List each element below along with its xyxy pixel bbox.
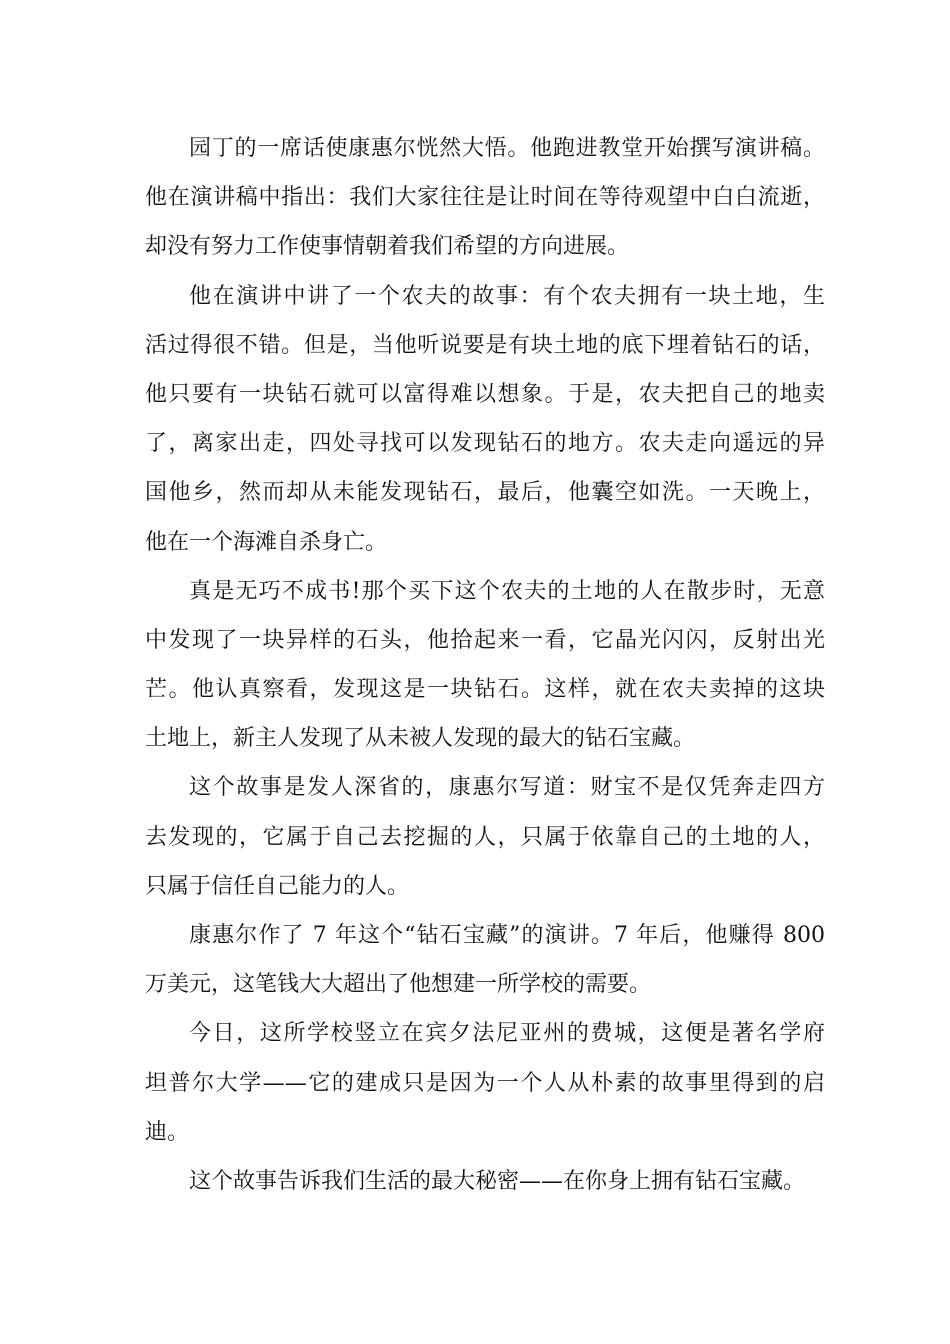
- text-line: 坦普尔大学——它的建成只是因为一个人从朴素的故事里得到的启: [145, 1070, 825, 1096]
- text-line: 去发现的，它属于自己去挖掘的人，只属于依靠自己的土地的人，: [145, 824, 825, 850]
- text-line: 却没有努力工作使事情朝着我们希望的方向进展。: [145, 234, 630, 260]
- text-line: 中发现了一块异样的石头，他拾起来一看，它晶光闪闪，反射出光: [145, 627, 825, 653]
- text-line: 他在演讲稿中指出：我们大家往往是让时间在等待观望中白白流逝，: [145, 185, 825, 211]
- text-line: 他只要有一块钻石就可以富得难以想象。于是，农夫把自己的地卖: [145, 381, 825, 407]
- text-line: 芒。他认真察看，发现这是一块钻石。这样，就在农夫卖掉的这块: [145, 677, 825, 703]
- text-line: 国他乡，然而却从未能发现钻石，最后，他囊空如洗。一天晚上，: [145, 480, 825, 506]
- text-line: 土地上，新主人发现了从未被人发现的最大的钻石宝藏。: [145, 726, 696, 752]
- text-line: 真是无巧不成书!那个买下这个农夫的土地的人在散步时，无意: [189, 578, 825, 604]
- document-body: [145, 124, 825, 1206]
- text-line: 万美元，这笔钱大大超出了他想建一所学校的需要。: [145, 972, 652, 998]
- text-line: 只属于信任自己能力的人。: [145, 873, 410, 899]
- text-line: 康惠尔作了 7 年这个“钻石宝藏”的演讲。7 年后，他赚得 800: [189, 923, 825, 948]
- text-line: 迪。: [145, 1119, 190, 1145]
- text-line: 园丁的一席话使康惠尔恍然大悟。他跑进教堂开始撰写演讲稿。: [189, 136, 825, 161]
- text-line: 这个故事是发人深省的，康惠尔写道：财宝不是仅凭奔走四方: [189, 775, 825, 801]
- text-line: 他在演讲中讲了一个农夫的故事：有个农夫拥有一块土地，生: [189, 283, 825, 309]
- text-line: 活过得很不错。但是，当他听说要是有块土地的底下埋着钻石的话，: [145, 332, 825, 358]
- text-line: 他在一个海滩自杀身亡。: [145, 529, 388, 555]
- text-line: 今日，这所学校竖立在宾夕法尼亚州的费城，这便是著名学府: [189, 1021, 825, 1047]
- text-line: 了，离家出走，四处寻找可以发现钻石的地方。农夫走向遥远的异: [145, 431, 825, 457]
- text-line: 这个故事告诉我们生活的最大秘密——在你身上拥有钻石宝藏。: [189, 1168, 806, 1194]
